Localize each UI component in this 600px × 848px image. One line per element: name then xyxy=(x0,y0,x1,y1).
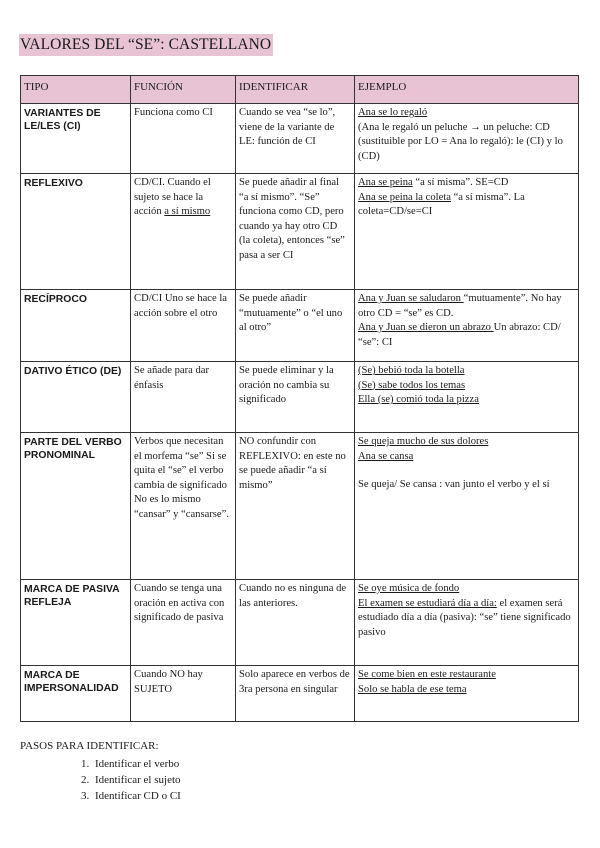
header-funcion: FUNCIÓN xyxy=(131,76,236,104)
document-title: VALORES DEL “SE”: CASTELLANO xyxy=(19,34,273,56)
cell-funcion: Verbos que necesitan el morfema “se” Si se quita el “se” el verbo cambia de significado No es lo mismo “cansar” y “cansarse”. xyxy=(131,433,236,580)
table-row xyxy=(21,290,579,362)
cell-funcion: Cuando NO hay SUJETO xyxy=(131,666,236,722)
list-item: 3. Identificar CD o CI xyxy=(92,788,181,804)
example-underlined: Ana y Juan se dieron un abrazo xyxy=(358,322,494,333)
cell-identificar: Cuando no es ninguna de las anteriores. xyxy=(236,580,355,666)
cell-identificar: Solo aparece en verbos de 3ra persona en singular xyxy=(236,666,355,722)
cell-funcion: CD/CI Uno se hace la acción sobre el otro xyxy=(131,290,236,362)
table-row xyxy=(21,104,579,174)
cell-tipo: REFLEXIVO xyxy=(21,174,131,290)
cell-identificar: NO confundir con REFLEXIVO: en este no se puede añadir “a sí mismo” xyxy=(236,433,355,580)
table-row xyxy=(21,433,579,580)
cell-ejemplo xyxy=(355,580,579,666)
cell-tipo: RECÍPROCO xyxy=(21,290,131,362)
example-text: “a sí misma”. SE=CD xyxy=(412,177,509,188)
example-underlined: Ella (se) comió toda la pizza xyxy=(358,394,479,405)
list-item: 2. Identificar el sujeto xyxy=(92,772,181,788)
example-text: (Ana le regaló un peluche → un peluche: CD (sustituible por LO = Ana lo regaló): le (CI) y lo (CD) xyxy=(358,121,563,162)
example-underlined: Se oye música de fondo xyxy=(358,583,460,594)
example-underlined: Se queja mucho de sus dolores xyxy=(358,436,489,447)
pasos-section xyxy=(20,738,181,804)
cell-funcion: Cuando se tenga una oración en activa con significado de pasiva xyxy=(131,580,236,666)
example-underlined: Solo se habla de ese tema xyxy=(358,683,467,695)
header-tipo: TIPO xyxy=(21,76,131,104)
cell-ejemplo xyxy=(355,104,579,174)
example-underlined: Ana se cansa xyxy=(358,450,414,462)
example-underlined: Ana y Juan se saludaron xyxy=(358,293,464,304)
table-row xyxy=(21,174,579,290)
example-underlined: Ana se peina la coleta xyxy=(358,191,451,203)
header-ejemplo: EJEMPLO xyxy=(355,76,579,104)
cell-ejemplo xyxy=(355,362,579,433)
header-identificar: IDENTIFICAR xyxy=(236,76,355,104)
example-text: “a sí misma”. La coleta=CD/se=CI xyxy=(358,191,525,217)
spacer xyxy=(358,464,575,478)
example-text: el examen será estudiado día a día (pasiva): “se” tiene significado pasivo xyxy=(358,597,571,638)
cell-identificar: Se puede añadir al final “a sí mismo”. “Se” funciona como CD, pero cuando ya hay otro CD (la coleta), entonces “se” pasa a ser CI xyxy=(236,174,355,290)
cell-tipo: VARIANTES DE LE/LES (CI) xyxy=(21,104,131,174)
cell-identificar: Se puede eliminar y la oración no cambia su significado xyxy=(236,362,355,433)
example-text: “mutuamente”. No hay otro CD = “se” es CD. xyxy=(358,293,562,319)
cell-funcion: Funciona como CI xyxy=(131,104,236,174)
list-item: 1. Identificar el verbo xyxy=(92,756,181,772)
cell-tipo: PARTE DEL VERBO PRONOMINAL xyxy=(21,433,131,580)
cell-funcion: Se añade para dar énfasis xyxy=(131,362,236,433)
cell-tipo: MARCA DE IMPERSONALIDAD xyxy=(21,666,131,722)
example-underlined: Ana se peina xyxy=(358,177,413,188)
funcion-underlined: a sí mismo xyxy=(164,206,211,217)
table-row xyxy=(21,362,579,433)
cell-funcion xyxy=(131,174,236,290)
cell-tipo: DATIVO ÉTICO (DE) xyxy=(21,362,131,433)
cell-ejemplo xyxy=(355,290,579,362)
example-underlined: Se come bien en este restaurante xyxy=(358,669,496,680)
example-underlined: Ana se lo regaló xyxy=(358,107,428,118)
cell-ejemplo xyxy=(355,666,579,722)
funcion-text: CD/CI. Cuando el sujeto se hace la acción xyxy=(134,177,211,217)
cell-ejemplo xyxy=(355,174,579,290)
valores-table xyxy=(20,75,579,722)
example-underlined: (Se) sabe todos los temas xyxy=(358,379,466,391)
table-header-row xyxy=(21,76,579,104)
example-underlined: El examen se estudiará día a día: xyxy=(358,597,497,609)
pasos-title: PASOS PARA IDENTIFICAR: xyxy=(20,740,159,752)
example-text: Se queja/ Se cansa : van junto el verbo y el sí xyxy=(358,479,550,490)
cell-tipo: MARCA DE PASIVA REFLEJA xyxy=(21,580,131,666)
cell-identificar: Cuando se vea “se lo”, viene de la variante de LE: función de CI xyxy=(236,104,355,174)
example-underlined: (Se) bebió toda la botella xyxy=(358,365,465,376)
cell-identificar: Se puede añadir “mutuamente” o “el uno al otro” xyxy=(236,290,355,362)
table-row xyxy=(21,580,579,666)
example-text: Un abrazo: CD/ “se”: CI xyxy=(358,322,561,348)
pasos-list xyxy=(20,756,181,804)
table-row xyxy=(21,666,579,722)
cell-ejemplo xyxy=(355,433,579,580)
